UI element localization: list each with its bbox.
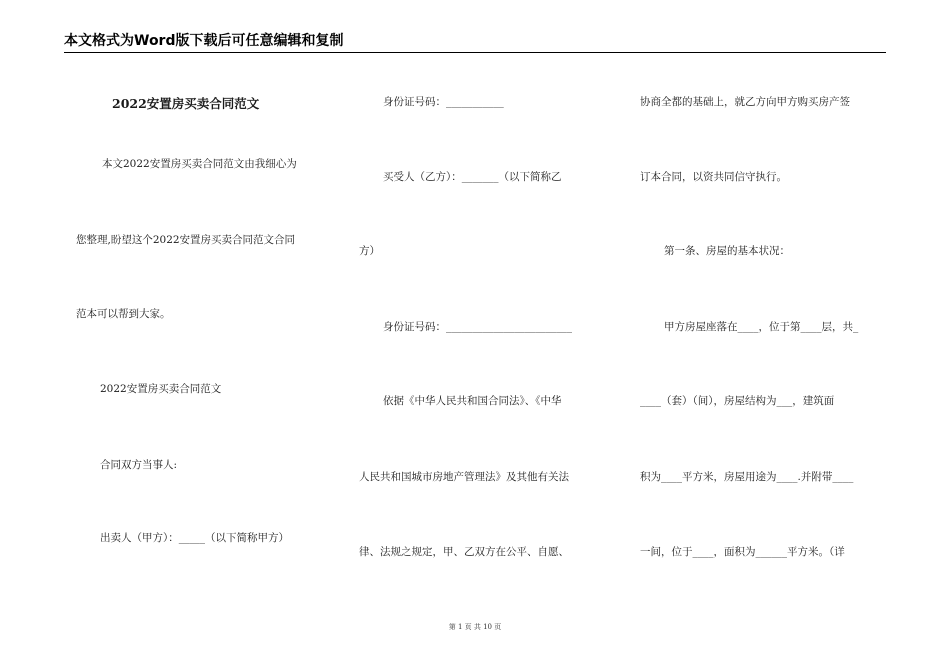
paragraph-line: 出卖人（甲方）：_____（以下简称甲方） [100, 532, 289, 544]
paragraph-line: 甲方房屋座落在____，位于第____层，共_ [664, 321, 859, 333]
page-number: 第 1 页 共 10 页 [448, 623, 502, 631]
section-heading: 2022安置房买卖合同范文 [100, 383, 222, 395]
paragraph-line: 买受人（乙方）：_______（以下简称乙 [383, 171, 562, 183]
paragraph-line: 您整理,盼望这个2022安置房买卖合同范文合同 [76, 234, 296, 246]
paragraph-line: 合同双方当事人: [100, 459, 178, 471]
paragraph-line: 订本合同，以资共同信守执行。 [640, 171, 787, 183]
paragraph-line: 一间，位于____，面积为______平方米。（详 [640, 546, 845, 558]
document-header-title: 本文格式为Word版下载后可任意编辑和复制 [64, 33, 344, 49]
paragraph-line: ____（套）（间），房屋结构为___，建筑面 [640, 395, 835, 407]
paragraph-line: 身份证号码：________________________ [383, 321, 572, 333]
paragraph-line: 律、法规之规定，甲、乙双方在公平、自愿、 [359, 546, 569, 558]
header-divider [64, 52, 886, 53]
paragraph-line: 范本可以帮到大家。 [76, 308, 171, 320]
paragraph-line: 身份证号码：___________ [383, 96, 504, 108]
paragraph-line: 人民共和国城市房地产管理法》及其他有关法 [359, 471, 569, 483]
paragraph-line: 本文2022安置房买卖合同范文由我细心为 [102, 158, 297, 170]
article-heading: 第一条、房屋的基本状况： [664, 245, 790, 257]
paragraph-line: 协商全都的基础上，就乙方向甲方购买房产签 [640, 96, 850, 108]
paragraph-line: 方） [359, 245, 380, 257]
paragraph-line: 积为____平方米，房屋用途为____.并附带____ [640, 471, 854, 483]
document-title: 2022安置房买卖合同范文 [112, 96, 260, 111]
paragraph-line: 依据《中华人民共和国合同法》、《中华 [383, 395, 562, 407]
